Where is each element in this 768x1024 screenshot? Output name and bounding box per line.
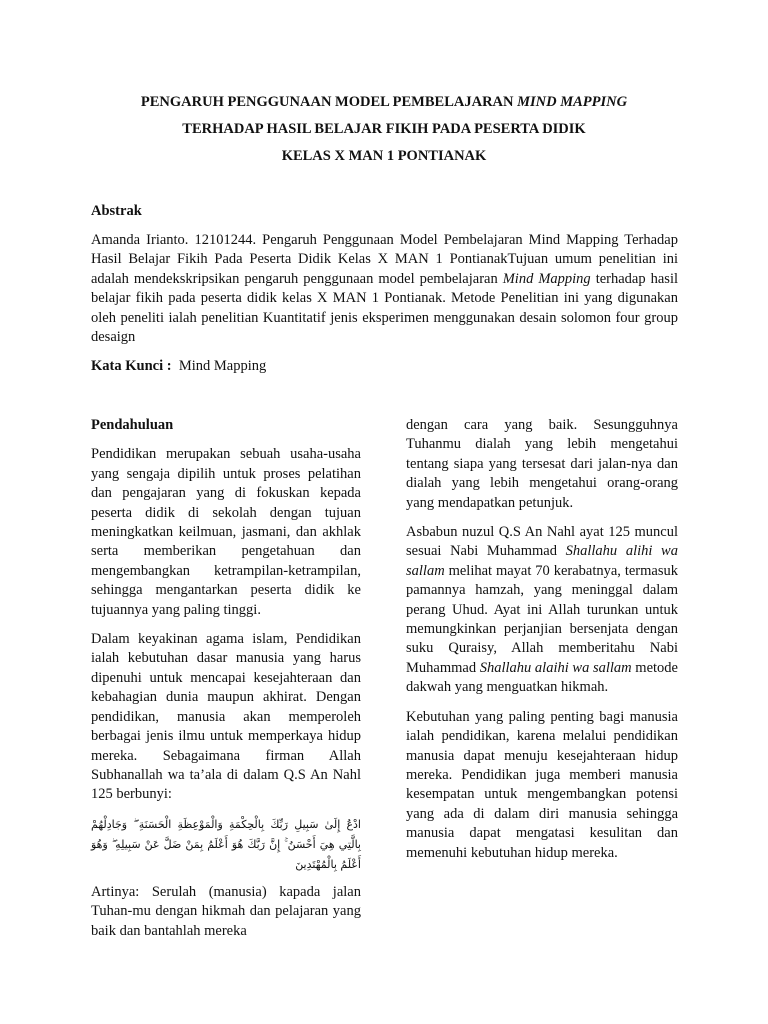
left-column <box>91 416 361 951</box>
keywords-value: Mind Mapping <box>178 358 267 374</box>
keywords <box>91 358 266 375</box>
paragraph: Pendidikan merupakan sebuah usaha-usaha yang sengaja dipilih untuk proses pelatihan dan pengajaran yang di fokuskan kepada peserta didik di sekolah dengan tujuan meningkatkan keilmuan, jasmani, dan akhlak serta memberikan pengetahuan dan mengembangkan ketrampilan-ketrampilan, sehingga mengantarkan peserta didik ke tujuannya yang paling tinggi. <box>91 446 361 618</box>
right-column <box>406 416 678 873</box>
arabic-verse: ادْعُ إِلَىٰ سَبِيلِ رَبِّكَ بِالْحِكْمَةِ وَالْمَوْعِظَةِ الْحَسَنَةِ ۖ وَجَادِلْهُمْ بِالَّتِي هِيَ أَحْسَنُ ۚ إِنَّ رَبَّكَ هُوَ أَعْلَمُ بِمَنْ ضَلَّ عَنْ سَبِيلِهِ ۖ وَهُوَ أَعْلَمُ بِالْمُهْتَدِينَ <box>91 817 361 871</box>
paragraph: Kebutuhan yang paling penting bagi manusia ialah pendidikan, karena melalui pendidikan manusia dapat menuju kesejahteraan hidup mereka. Pendidikan juga memberi manusia kesempatan untuk mengembangkan potensi yang ada di dalam diri manusia sehingga manusia dapat mengatasi kesulitan dan memenuhi kebutuhan hidup mereka. <box>406 708 678 861</box>
title-line-1: PENGARUH PENGGUNAAN MODEL PEMBELAJARAN MIND MAPPING <box>140 94 628 110</box>
paragraph: Asbabun nuzul Q.S An Nahl ayat 125 muncul sesuai Nabi Muhammad Shallahu alihi wa sallam melihat mayat 70 kerabatnya, termasuk pamannya hamzah, yang meninggal dalam perang Uhud. Ayat ini Allah turunkan untuk memungkinkan perjanjian bersenjata dengan suku Quraisy, Allah memberitahu Nabi Muhammad Shallahu alaihi wa sallam metode dakwah yang menguatkan hikmah. <box>406 524 678 696</box>
keywords-label: Kata Kunci : <box>91 358 172 374</box>
section-heading-pendahuluan: Pendahuluan <box>91 417 174 433</box>
paragraph: Artinya: Serulah (manusia) kapada jalan Tuhan-mu dengan hikmah dan pelajaran yang baik dan bantahlah mereka <box>91 883 361 939</box>
abstract-text: Amanda Irianto. 12101244. Pengaruh Penggunaan Model Pembelajaran Mind Mapping Terhadap Hasil Belajar Fikih Pada Peserta Didik Kelas X MAN 1 PontianakTujuan umum penelitian ini adalah mendekskripsikan pengaruh penggunaan model pembelajaran Mind Mapping terhadap hasil belajar fikih pada peserta didik kelas X MAN 1 Pontianak. Metode Penelitian ini yang digunakan oleh peneliti ialah penelitian Kuantitatif jenis eksperimen menggunakan desain solomon four group desaign <box>91 232 678 346</box>
paragraph: Dalam keyakinan agama islam, Pendidikan ialah kebutuhan dasar manusia yang harus dipenuhi untuk mencapai kesejahteraan dan kebahagian dunia maupun akhirat. Dengan pendidikan, manusia akan memperoleh berbagai jenis ilmu untuk memperkaya hidup mereka. Sebagaimana firman Allah Subhanallah wa ta’ala di dalam Q.S An Nahl 125 berbunyi: <box>91 631 361 803</box>
paper-title <box>90 93 678 174</box>
title-line-3: KELAS X MAN 1 PONTIANAK <box>281 148 487 164</box>
title-italic-term: MIND MAPPING <box>517 94 628 110</box>
title-line-2: TERHADAP HASIL BELAJAR FIKIH PADA PESERTA DIDIK <box>182 121 586 137</box>
paragraph: dengan cara yang baik. Sesungguhnya Tuhanmu dialah yang lebih mengetahui tentang siapa yang tersesat dari jalan-nya dan dialah yang lebih mengetahui orang-orang yang mendapatkan petunjuk. <box>406 417 678 511</box>
abstract-heading: Abstrak <box>91 203 142 219</box>
